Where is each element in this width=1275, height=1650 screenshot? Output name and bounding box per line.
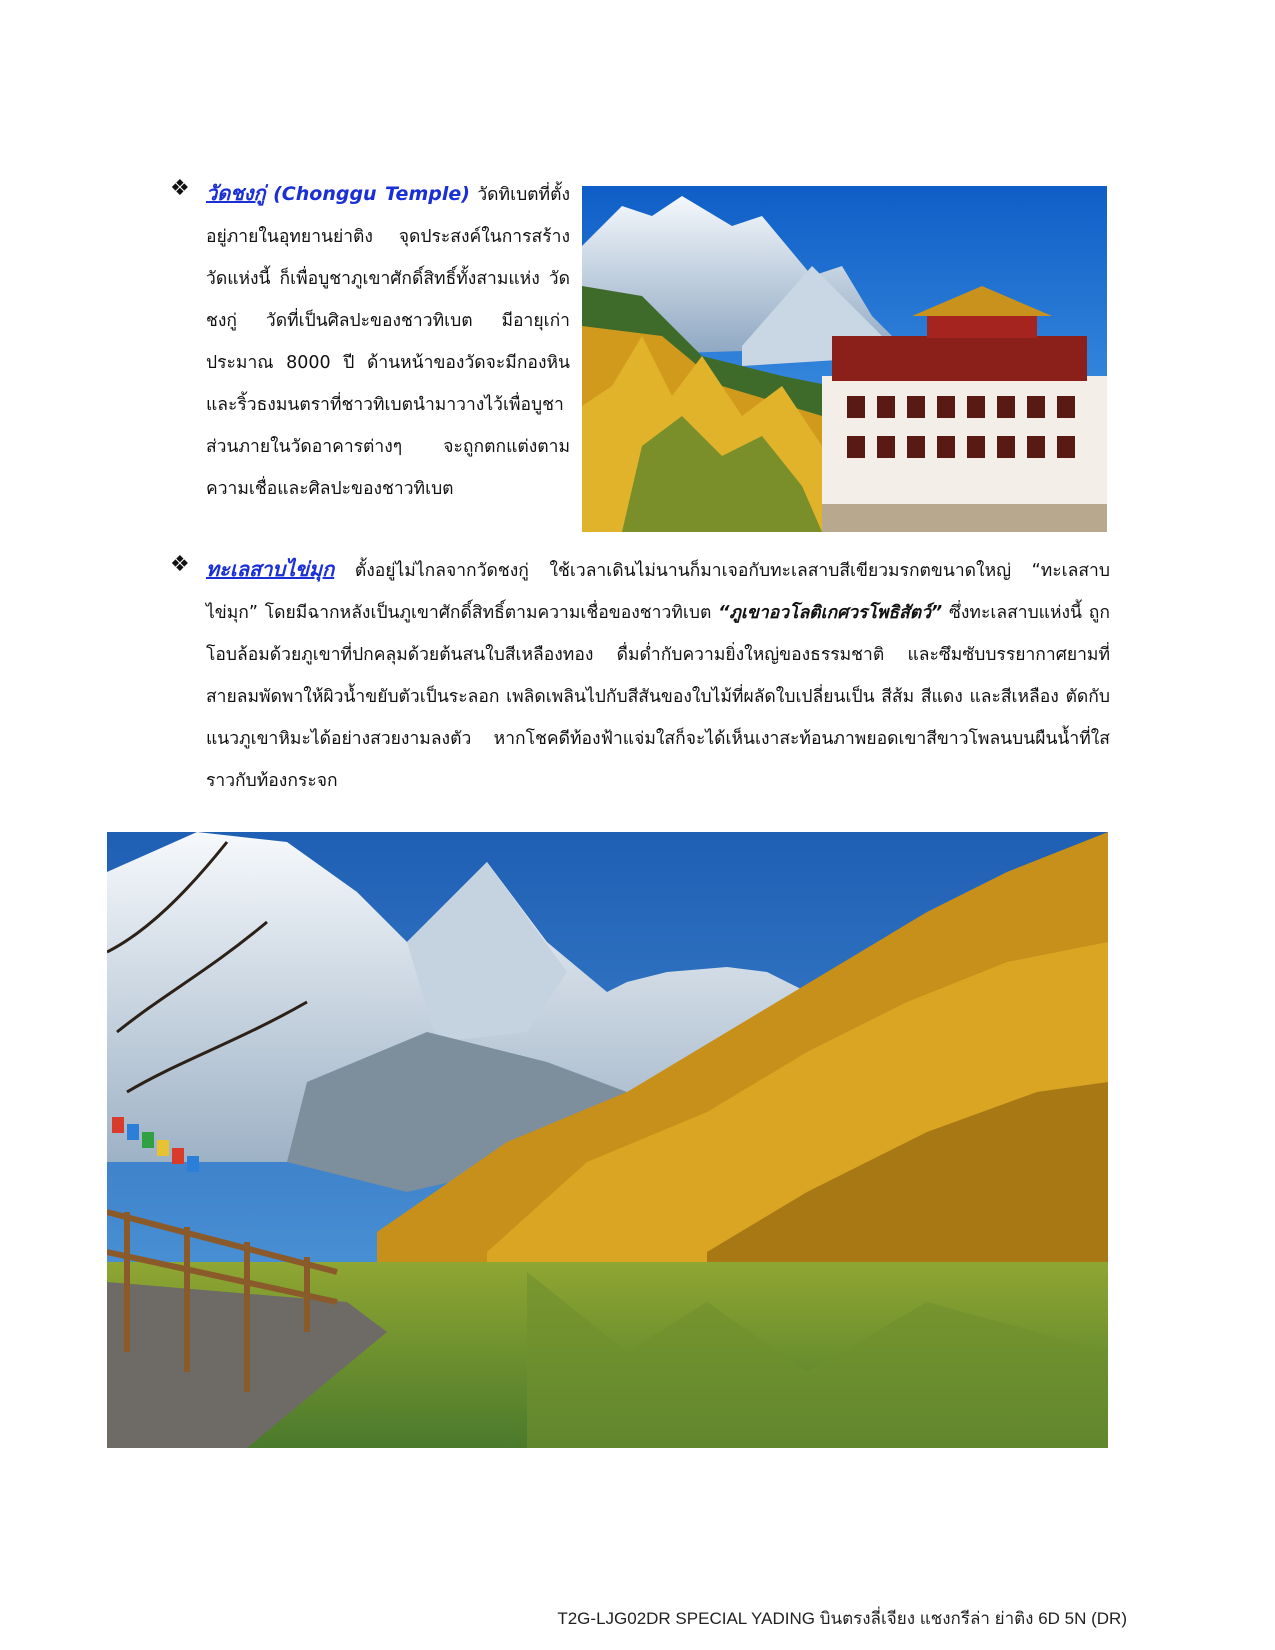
section-chonggu-temple	[170, 172, 570, 510]
lake-photo	[107, 832, 1108, 1448]
chonggu-paragraph	[206, 172, 570, 510]
pearl-lake-mountain-name: “ภูเขาอวโลติเกศวรโพธิสัตว์”	[718, 603, 943, 623]
pearl-lake-title: ทะเลสาบไข่มุก	[206, 557, 335, 581]
pearl-lake-body-b: ซึ่งทะเลสาบแห่งนี้ ถูกโอบล้อมด้วยภูเขาที่ปกคลุมด้วยต้นสนใบสีเหลืองทอง ดื่มด่ำกับความยิ่งใหญ่ของธรรมชาติ และซึมซับบรรยากาศยามที่สายลมพัดพาให้ผิวน้ำขยับตัวเป็นระลอก เพลิดเพลินไปกับสีสันของใบไม้ที่ผลัดใบเปลี่ยนเป็น สีส้ม สีแดง และสีเหลือง ตัดกับแนวภูเขาหิมะได้อย่างสวยงามลงตัว หากโชคดีท้องฟ้าแจ่มใสก็จะได้เห็นเงาสะท้อนภาพยอดเขาสีขาวโพลนบนผืนน้ำที่ใสราวกับท้องกระจก	[206, 603, 1110, 791]
temple-image	[582, 186, 1107, 532]
section-pearl-lake	[170, 548, 1110, 802]
chonggu-title-th: วัดชงกู่	[206, 181, 266, 205]
chonggu-body: วัดทิเบตที่ตั้งอยู่ภายในอุทยานย่าติง จุดประสงค์ในการสร้างวัดแห่งนี้ ก็เพื่อบูชาภูเขาศักดิ์สิทธิ์ทั้งสามแห่ง วัดชงกู่ วัดที่เป็นศิลปะของชาวทิเบต มีอายุเก่าประมาณ 8000 ปี ด้านหน้าของวัดจะมีกองหินและริ้วธงมนตราที่ชาวทิเบตนำมาวางไว้เพื่อบูชา ส่วนภายในวัดอาคารต่างๆ จะถูกตกแต่งตามความเชื่อและศิลปะของชาวทิเบต	[206, 185, 570, 499]
pearl-lake-body-a: ตั้งอยู่ไม่ไกลจากวัดชงกู่ ใช้เวลาเดินไม่นานก็มาเจอกับทะเลสาบสีเขียวมรกตขนาดใหญ่ “ทะเลสาบไข่มุก” โดยมีฉากหลังเป็นภูเขาศักดิ์สิทธิ์ตามความเชื่อของชาวทิเบต	[206, 561, 1110, 623]
page-footer: T2G-LJG02DR SPECIAL YADING บินตรงลี่เจียง แชงกรีล่า ย่าติง 6D 5N (DR)	[557, 1609, 1127, 1628]
bullet-diamond-icon: ❖	[170, 176, 190, 201]
lake-image	[107, 832, 1108, 1448]
chonggu-title-en: (Chonggu Temple)	[273, 183, 470, 205]
temple-photo	[582, 186, 1107, 532]
pearl-lake-paragraph	[206, 548, 1110, 802]
bullet-diamond-icon: ❖	[170, 552, 190, 577]
